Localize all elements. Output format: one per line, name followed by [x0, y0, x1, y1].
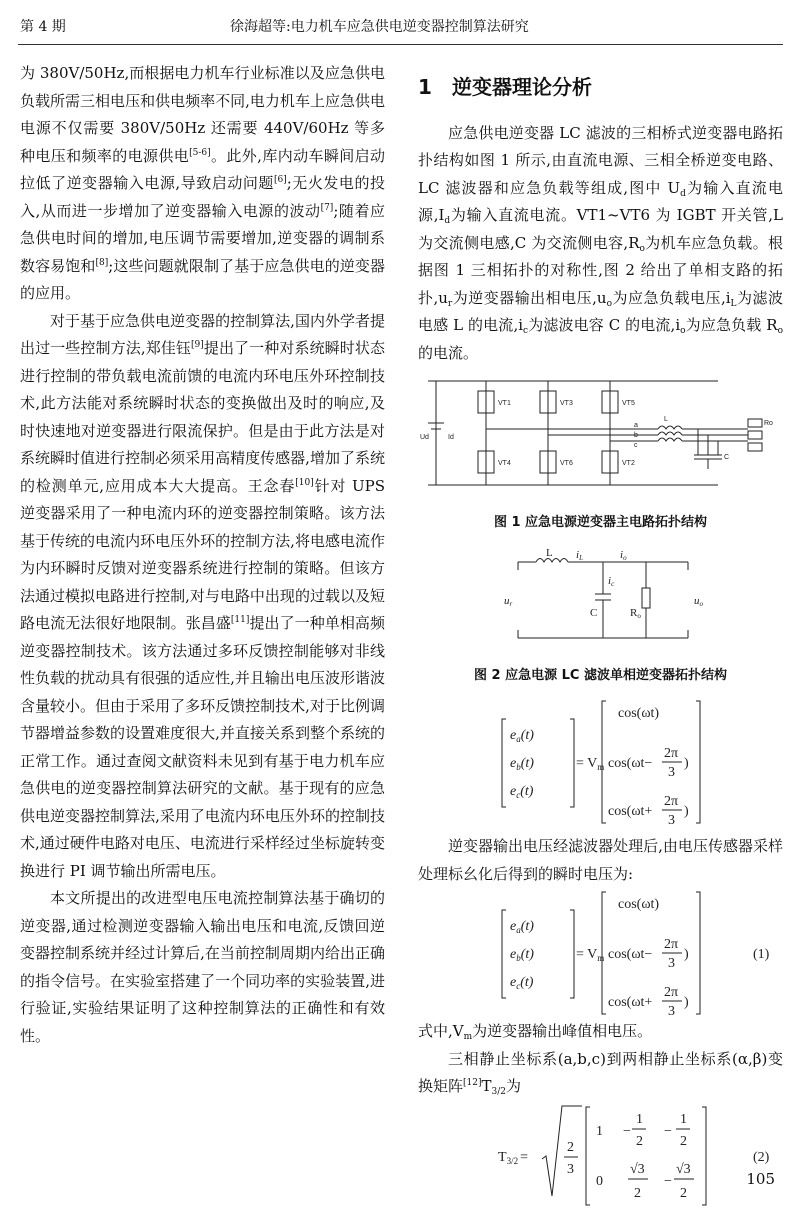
svg-text:√3: √3: [676, 1161, 691, 1177]
svg-text:2π: 2π: [664, 937, 679, 952]
paragraph: 对于基于应急供电逆变器的控制算法,国内外学者提出过一些控制方法,郑佳钰[9]提出了一种对系统瞬时状态进行控制的带负载电流前馈的电流内环电压外环控制技术,此方法能对系统瞬时状态的变换做出及时的响应,及时快速地对逆变器进行限流保护。但是由于此方法是对系统瞬时值进行控制必须采用高精度传感器,增加了系统的检测单元,应用成本大大提高。王念春[10]针对 UPS 逆变器采用了一种电流内环的逆变器控制策略。该方法基于传统的电流内环电压外环的控制方法,将电感电流作为内环瞬时反馈对逆变器系统进行控制的策略。但该方法通过模拟电路进行控制,对与电路中出现的过载以及短路电流无法很好地限制。张昌盛[11]提出了一种单相高频逆变器控制技术。该方法通过多环反馈控制能够对非线性负载的扰动具有很强的适应性,并且输出电压波形谐波含量较小。但由于采用了多环反馈控制技术,对于比例调节器增益参数的设置难度很大,并直接关系到整个系统的正常工作。通过查阅文献资料未见到有基于电力机车应急供电的逆变器控制算法研究的文献。基于现有的应急供电逆变器控制算法,采用了电流内环电压外环的控制技术,通过硬件电路对电压、电流进行采样经过坐标旋转变换进行 PI 调节输出所需电压。: [20, 311, 385, 880]
vt1-label: VT1: [498, 400, 511, 407]
svg-text:3: 3: [668, 1004, 675, 1018]
vt2-label: VT2: [622, 460, 635, 467]
svg-text:1: 1: [680, 1111, 687, 1127]
fig2-uo-label: u: [694, 595, 700, 607]
svg-text:eb(t): $e_b(t)$: [510, 756, 534, 772]
svg-text:cos(ωt): cos(ωt): [618, 897, 660, 912]
svg-text:2: 2: [636, 1133, 643, 1149]
svg-text:√3: √3: [630, 1161, 645, 1177]
section-number: 1: [418, 75, 432, 99]
figure-2-caption: 图 2 应急电源 LC 滤波单相逆变器拓扑结构: [474, 667, 727, 683]
fig2-il-label: i: [576, 549, 580, 561]
svg-text:3: 3: [668, 765, 675, 780]
paragraph: 本文所提出的改进型电压电流控制算法基于确切的逆变器,通过检测逆变器输入输出电压和电流,反馈回逆变器控制系统并经过计算后,在当前控制周期内给出正确的指令信号。在实验室搭建了一个同功率的实验装置,进行验证,实验结果证明了这种控制算法的正确性和有效性。: [20, 889, 385, 1045]
svg-text:ea(t): $e_a(t)$: [510, 919, 534, 935]
svg-text:2: 2: [634, 1185, 641, 1201]
paragraph: 应急供电逆变器 LC 滤波的三相桥式逆变器电路拓扑结构如图 1 所示,由直流电源、三相全桥逆变电路、LC 滤波器和应急负载等组成,图中 $U_d$为输入直流电源$,I_d$为输入直流电流。VT1~VT6 为 IGBT 开关管,L 为交流侧电感,C 为交流侧电容$,R_o$为机车应急负载。根据图 1 三相拓扑的对称性,图 2 给出了单相支路的拓扑$,u_r$为逆变器输出相电压$,u_o$为应急负载电压$,i_L$为滤波电感 L 的电流$,i_c$为滤波电容 C 的电流$,i_o$为应急负载 $R_o$的电流。: [418, 123, 783, 362]
svg-text:io: io: [620, 549, 627, 562]
svg-text:): ): [684, 995, 689, 1010]
svg-text:−: −: [664, 1173, 672, 1189]
c-label: C: [724, 454, 730, 461]
vt6-label: VT6: [560, 460, 573, 467]
svg-text:−: −: [664, 1123, 672, 1139]
equation-unnumbered: [418, 697, 783, 827]
vt3-label: VT3: [560, 400, 573, 407]
svg-text:2: 2: [680, 1133, 687, 1149]
svg-text:2π: 2π: [664, 746, 679, 761]
figure-2-circuit: [418, 548, 783, 648]
equation-2-number: (2): [753, 1149, 770, 1165]
section-heading: [418, 74, 783, 102]
svg-text:1: 1: [596, 1123, 603, 1139]
svg-text:T3/2=: $T_{3/2}$ =: [498, 1149, 528, 1166]
svg-text:3: 3: [668, 956, 675, 971]
fig2-l-label: L: [546, 548, 553, 559]
svg-text:cos(ωt+: cos(ωt+: [608, 995, 653, 1010]
svg-text:Ro: Ro: [630, 607, 641, 620]
running-title: 徐海超等:电力机车应急供电逆变器控制算法研究: [230, 19, 529, 35]
section-title: 逆变器理论分析: [452, 75, 592, 99]
figure-1-caption: 图 1 应急电源逆变器主电路拓扑结构: [493, 514, 708, 530]
svg-text:3: 3: [668, 813, 675, 827]
vt4-label: VT4: [498, 460, 511, 467]
svg-text:cos(ωt+: cos(ωt+: [608, 804, 653, 819]
svg-text:= Vm: = $V_m$: [576, 756, 605, 772]
equation-1-svg: [418, 888, 783, 1018]
left-column: [20, 60, 385, 1050]
page-number: 105: [746, 1170, 775, 1188]
svg-text:ur: ur: [504, 595, 513, 608]
svg-text:ec(t): $e_c(t)$: [510, 975, 534, 991]
svg-text:3: 3: [567, 1161, 574, 1177]
svg-text:2π: 2π: [664, 985, 679, 1000]
equation-2: [418, 1101, 783, 1211]
svg-text:): ): [684, 756, 689, 771]
page-header: [0, 0, 801, 44]
equation-svg: [418, 697, 783, 827]
issue-label: 第 4 期: [20, 19, 66, 35]
svg-text:2π: 2π: [664, 794, 679, 809]
svg-text:): ): [684, 947, 689, 962]
svg-text:cos(ωt−: cos(ωt−: [608, 756, 653, 771]
svg-text:2: 2: [567, 1139, 574, 1155]
id-label: Id: [448, 434, 454, 441]
svg-text:2: 2: [680, 1185, 687, 1201]
node-c-label: c: [634, 442, 638, 449]
svg-text:cos(ωt): cos(ωt): [618, 706, 660, 721]
svg-text:iL: iL: [576, 549, 583, 562]
paragraph: 逆变器输出电压经滤波器处理后,由电压传感器采样处理标幺化后得到的瞬时电压为:: [418, 837, 783, 883]
svg-text:ea(t): $e_a(t)$: [510, 728, 534, 744]
ro-label: Ro: [764, 420, 773, 427]
vt5-label: VT5: [622, 400, 635, 407]
fig2-ic-label: i: [608, 575, 612, 587]
ud-label: Ud: [420, 434, 429, 441]
svg-text:ic: ic: [608, 575, 615, 588]
svg-text:−: −: [623, 1123, 631, 1139]
l-label: L: [664, 416, 668, 423]
fig2-io-label: i: [620, 549, 624, 561]
right-column: [418, 60, 783, 1211]
svg-text:cos(ωt−: cos(ωt−: [608, 947, 653, 962]
equation-1-number: (1): [753, 947, 770, 962]
figure-1: [418, 375, 783, 536]
paragraph: 三相静止坐标系(a,b,c)到两相静止坐标系(α,β)变换矩阵$[12]T_{3/2}$为: [418, 1049, 783, 1097]
node-b-label: b: [634, 432, 638, 439]
svg-text:0: 0: [596, 1173, 603, 1189]
figure-1-circuit: [418, 375, 783, 495]
paragraph: 式中$,V_m$为逆变器输出峰值相电压。: [418, 1022, 653, 1042]
paragraph: 为 380V/50Hz,而根据电力机车行业标准以及应急供电负载所需三相电压和供电频率不同,电力机车上应急供电电源不仅需要 380V/50Hz 还需要 440V/60Hz 等多种电压和频率的电源供电[5-6]。此外,库内动车瞬间启动拉低了逆变器输入电源,导致启动问题[6];无火发电的投入,从而进一步增加了逆变器输入电源的波动[7];随着应急供电时间的增加,电压调节需要增加,逆变器的调制系数容易饱和[8];这些问题就限制了基于应急供电的逆变器的应用。: [20, 64, 385, 302]
svg-text:= Vm: = $V_m$: [576, 947, 605, 963]
node-a-label: a: [634, 422, 638, 429]
fig2-c-label: C: [590, 607, 598, 619]
equation-1: [418, 888, 783, 1018]
svg-text:ec(t): $e_c(t)$: [510, 784, 534, 800]
header-rule: [18, 44, 783, 45]
figure-2: [418, 548, 783, 689]
svg-text:): ): [684, 804, 689, 819]
svg-text:eb(t): $e_b(t)$: [510, 947, 534, 963]
fig2-ro-label: R: [630, 607, 638, 619]
svg-text:uo: uo: [694, 595, 703, 608]
equation-2-svg: [418, 1101, 783, 1211]
svg-text:1: 1: [636, 1111, 643, 1127]
fig2-ur-label: u: [504, 595, 510, 607]
